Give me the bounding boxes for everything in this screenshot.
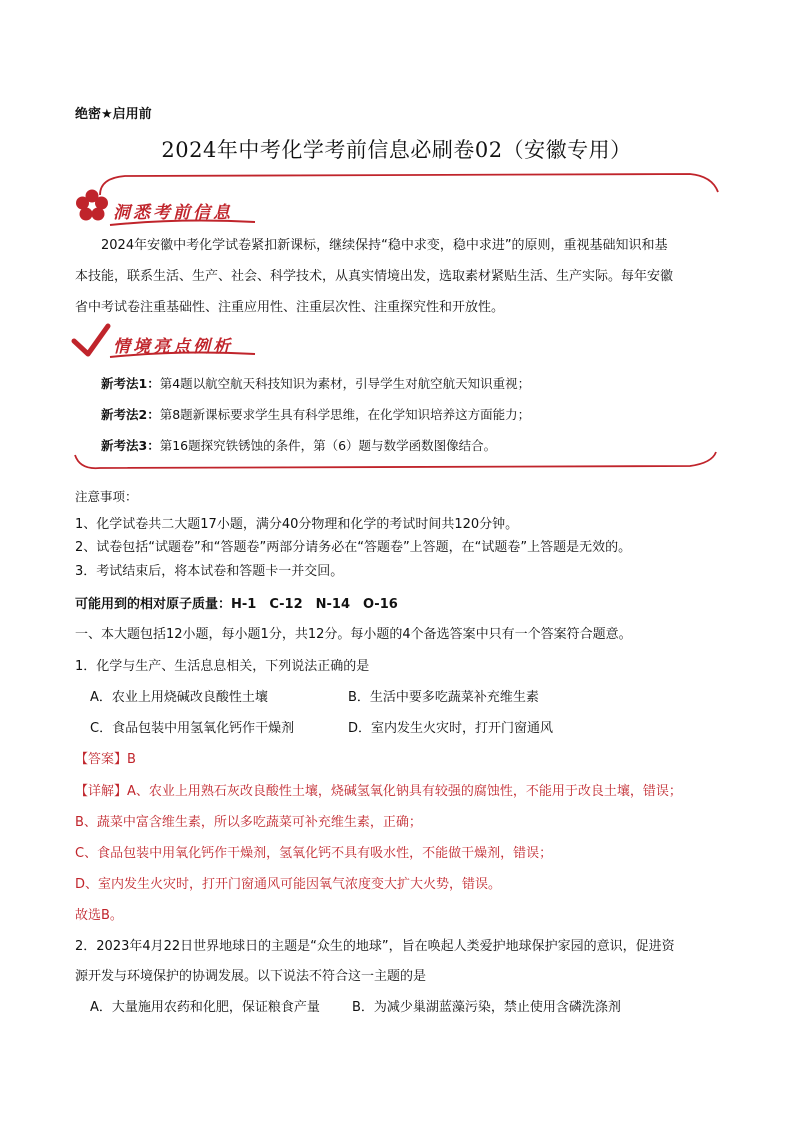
q1-detail-line-4: D、室内发生火灾时，打开门窗通风可能因氧气浓度变大扩大火势，错误。 — [75, 877, 502, 892]
highlight-text: 第8题新课标要求学生具有科学思维，在化学知识培养这方面能力； — [159, 407, 531, 422]
section-heading: 一、本大题包括12小题，每小题1分，共12分。每小题的4个备选答案中只有一个答案符合题意。 — [75, 627, 632, 642]
notice-item: 3．考试结束后，将本试卷和答题卡一并交回。 — [75, 564, 344, 579]
q1-detail-line-3: C、食品包装中用氧化钙作干燥剂，氢氧化钙不具有吸水性，不能做干燥剂，错误； — [75, 846, 553, 861]
highlight-label: 新考法1： — [101, 376, 160, 391]
q1-option-b: B．生活中要多吃蔬菜补充维生素 — [348, 690, 539, 705]
checkmark-icon — [74, 326, 108, 354]
question-2-stem-line-1: 2．2023年4月22日世界地球日的主题是“众生的地球”，旨在唤起人类爱护地球保护家园的意识，促进资 — [75, 939, 675, 954]
q2-option-a: A．大量施用农药和化肥，保证粮食产量 — [90, 1000, 320, 1015]
q1-conclusion: 故选B。 — [75, 908, 123, 923]
notice-item: 1、化学试卷共二大题17小题，满分40分物理和化学的考试时间共120分钟。 — [75, 517, 519, 532]
q2-option-b: B．为减少巢湖蓝藻污染，禁止使用含磷洗涤剂 — [352, 1000, 621, 1015]
highlight-text: 第4题以航空航天科技知识为素材，引导学生对航空航天知识重视； — [159, 376, 531, 391]
detail-label: 【详解】 — [75, 784, 128, 799]
q1-detail-line-1 — [75, 780, 682, 799]
question-2-stem-line-2: 源开发与环境保护的协调发展。以下说法不符合这一主题的是 — [75, 969, 427, 984]
banner-highlights: 情境亮点例析 — [113, 337, 233, 357]
q1-detail-line-2: B、蔬菜中富含维生素，所以多吃蔬菜可补充维生素，正确； — [75, 815, 422, 830]
flower-icon — [76, 190, 108, 221]
intro-line: 本技能，联系生活、生产、社会、科学技术，从真实情境出发，选取素材紧贴生活、生产实际。每年安徽 — [75, 269, 674, 284]
question-1-stem: 1．化学与生产、生活息息相关，下列说法正确的是 — [75, 659, 370, 674]
highlight-text: 第16题探究铁锈蚀的条件，第（6）题与数学函数图像结合。 — [159, 438, 497, 453]
highlight-label: 新考法3： — [101, 438, 160, 453]
notice-item: 2、试卷包括“试题卷”和“答题卷”两部分请务必在“答题卷”上答题，在“试题卷”上答题是无效的。 — [75, 540, 632, 555]
intro-paragraph — [75, 230, 725, 323]
intro-line: 省中考试卷注重基础性、注重应用性、注重层次性、注重探究性和开放性。 — [75, 300, 505, 315]
q1-option-a: A．农业上用烧碱改良酸性土壤 — [90, 690, 268, 705]
confidential-label: 绝密★启用前 — [75, 107, 152, 122]
atomic-mass-line: 可能用到的相对原子质量：H-1 C-12 N-14 O-16 — [75, 597, 398, 612]
q1-answer: 【答案】B — [75, 752, 136, 767]
q1-option-c: C．食品包装中用氢氧化钙作干燥剂 — [90, 721, 295, 736]
notice-heading: 注意事项： — [75, 489, 138, 504]
highlight-item-2 — [101, 405, 530, 423]
page-title: 2024年中考化学考前信息必刷卷02（安徽专用） — [161, 138, 632, 162]
detail-text: A、农业上用熟石灰改良酸性土壤，烧碱氢氧化钠具有较强的腐蚀性，不能用于改良土壤，错误； — [127, 784, 682, 799]
intro-line: 2024年安徽中考化学试卷紧扣新课标，继续保持“稳中求变，稳中求进”的原则，重视基础知识和基 — [101, 238, 668, 253]
highlight-item-3 — [101, 436, 496, 454]
banner-exam-info: 洞悉考前信息 — [113, 203, 233, 223]
highlight-label: 新考法2： — [101, 407, 160, 422]
highlight-item-1 — [101, 374, 530, 392]
q1-option-d: D．室内发生火灾时，打开门窗通风 — [348, 721, 554, 736]
